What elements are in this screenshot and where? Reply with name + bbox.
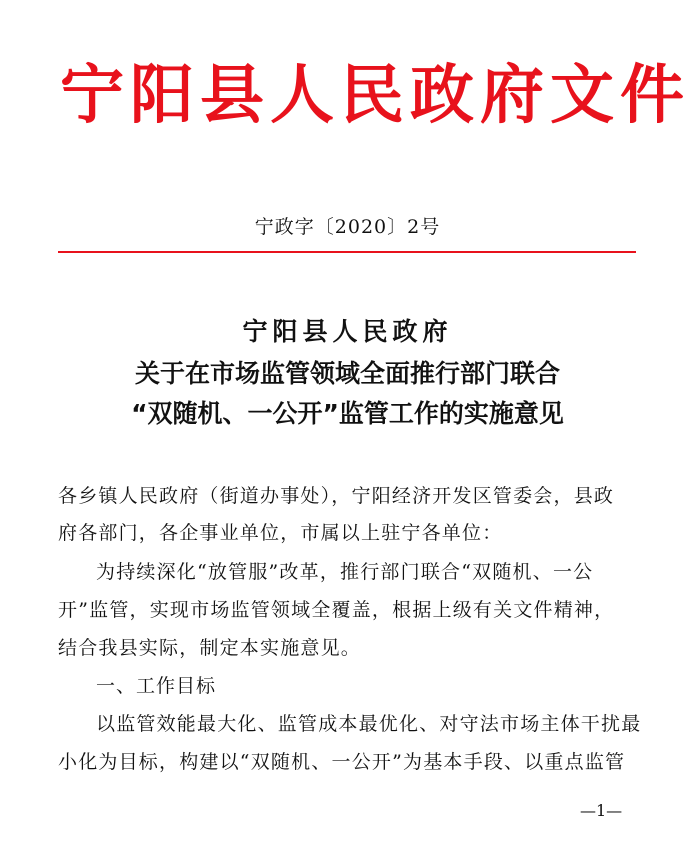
section-1-paragraph-line-2: 小化为目标，构建以“双随机、一公开”为基本手段、以重点监管 bbox=[58, 751, 626, 773]
masthead-title: 宁阳县人民政府文件 bbox=[60, 58, 690, 133]
document-title-line-1: 宁阳县人民政府 bbox=[242, 317, 453, 346]
intro-paragraph-line-1: 为持续深化“放管服”改革，推行部门联合“双随机、一公 bbox=[96, 561, 594, 583]
page-number: —1— bbox=[580, 801, 623, 820]
section-1-paragraph-line-1: 以监管效能最大化、监管成本最优化、对守法市场主体干扰最 bbox=[96, 713, 642, 735]
intro-paragraph-line-2: 开”监管，实现市场监管领域全覆盖，根据上级有关文件精神， bbox=[58, 599, 615, 621]
document-title-line-3: “双随机、一公开”监管工作的实施意见 bbox=[131, 399, 564, 428]
document-number: 宁政字〔2020〕2号 bbox=[254, 216, 441, 238]
recipients-line-1: 各乡镇人民政府（街道办事处），宁阳经济开发区管委会，县政 bbox=[58, 485, 615, 507]
red-divider-line bbox=[58, 251, 636, 253]
document-title-line-2: 关于在市场监管领域全面推行部门联合 bbox=[134, 359, 560, 388]
intro-paragraph-line-3: 结合我县实际，制定本实施意见。 bbox=[58, 637, 362, 659]
recipients-line-2: 府各部门，各企事业单位，市属以上驻宁各单位： bbox=[58, 522, 503, 544]
section-heading-1: 一、工作目标 bbox=[96, 675, 217, 697]
